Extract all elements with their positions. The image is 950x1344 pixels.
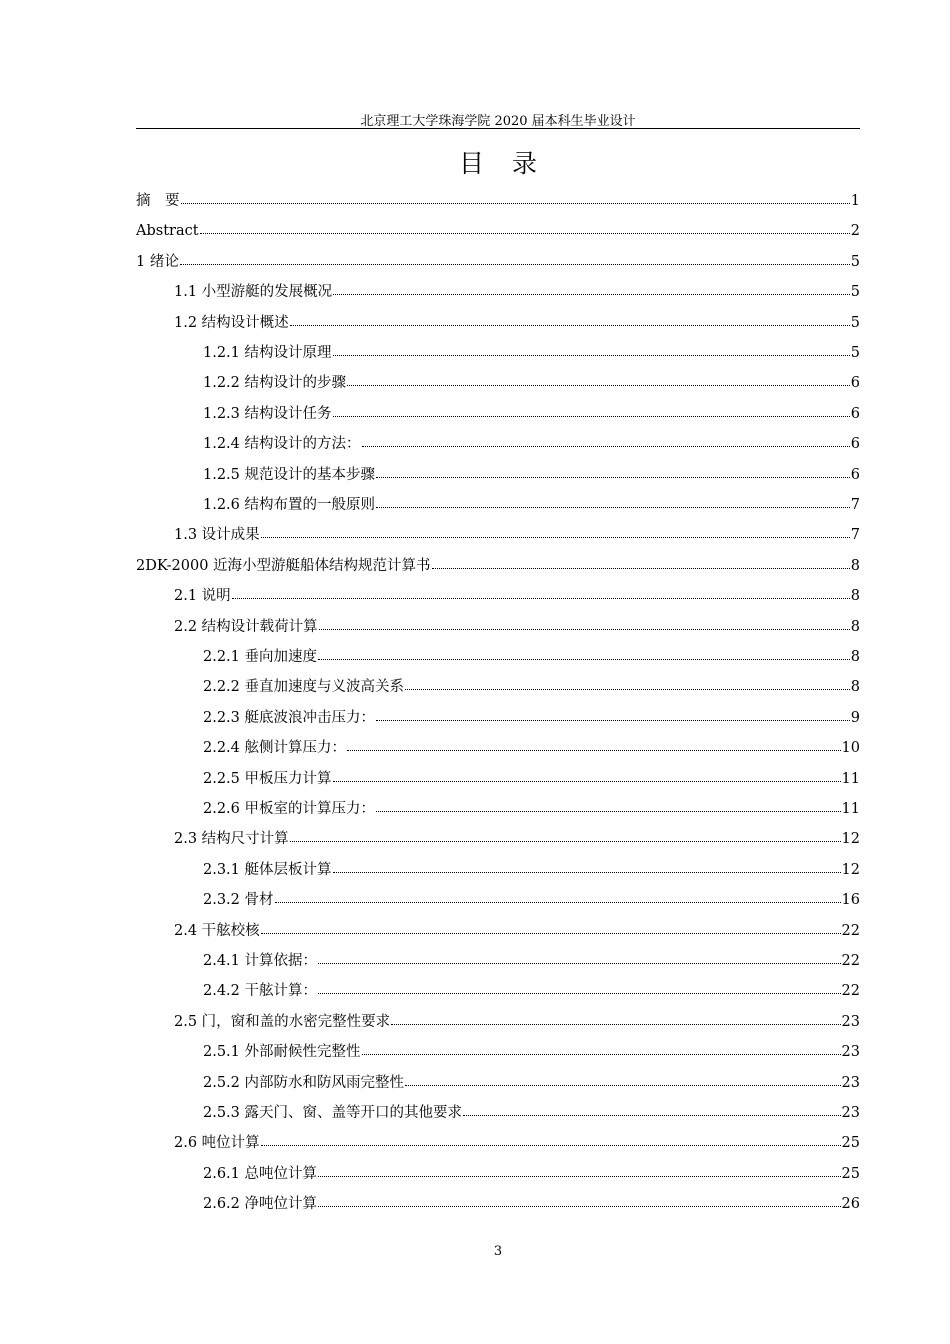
dot-leader bbox=[405, 688, 850, 690]
dot-leader bbox=[391, 1023, 840, 1025]
toc-entry-page: 8 bbox=[850, 618, 860, 635]
toc-entry-page: 23 bbox=[841, 1105, 860, 1121]
toc-entry-title: 1.2.5 规范设计的基本步骤 bbox=[203, 466, 376, 483]
toc-entry[interactable] bbox=[136, 494, 860, 516]
toc-entry-title: 1.3 设计成果 bbox=[174, 527, 260, 544]
toc-entry[interactable] bbox=[136, 768, 860, 790]
toc-entry-title: 1 绪论 bbox=[136, 253, 179, 270]
toc-entry[interactable] bbox=[136, 737, 860, 759]
toc-entry[interactable] bbox=[136, 372, 860, 394]
toc-entry-page: 12 bbox=[841, 831, 860, 848]
toc-entry-page: 23 bbox=[841, 1074, 860, 1091]
toc-entry[interactable] bbox=[136, 464, 860, 486]
dot-leader bbox=[261, 536, 850, 538]
dot-leader bbox=[318, 1175, 841, 1177]
toc-entry[interactable] bbox=[136, 555, 860, 577]
dot-leader bbox=[275, 901, 841, 903]
toc-entry-title: 2.2.2 垂直加速度与义波高关系 bbox=[203, 679, 405, 696]
dot-leader bbox=[200, 232, 850, 234]
dot-leader bbox=[261, 1144, 841, 1146]
toc-entry[interactable] bbox=[136, 859, 860, 881]
dot-leader bbox=[362, 1053, 841, 1055]
toc-entry-page: 25 bbox=[841, 1165, 860, 1182]
toc-entry[interactable] bbox=[136, 1072, 860, 1094]
header-rule bbox=[136, 128, 860, 129]
toc-entry-page: 8 bbox=[850, 649, 860, 665]
toc-entry-title: 2.2 结构设计载荷计算 bbox=[174, 618, 318, 635]
toc-entry-title: 1.2 结构设计概述 bbox=[174, 314, 289, 331]
toc-entry-title: 2.2.6 甲板室的计算压力： bbox=[203, 801, 376, 817]
toc-entry[interactable] bbox=[136, 251, 860, 273]
toc-entry-page: 11 bbox=[841, 801, 860, 817]
toc-entry[interactable] bbox=[136, 798, 860, 820]
toc-entry-title: 2.4 干舷校核 bbox=[174, 922, 260, 939]
toc-entry-page: 6 bbox=[850, 405, 860, 422]
toc-entry-page: 6 bbox=[850, 466, 860, 483]
toc-entry-page: 2 bbox=[850, 223, 860, 240]
toc-entry[interactable] bbox=[136, 889, 860, 911]
dot-leader bbox=[463, 1114, 841, 1116]
toc-entry[interactable] bbox=[136, 524, 860, 546]
dot-leader bbox=[261, 932, 841, 934]
toc-entry[interactable] bbox=[136, 980, 860, 1002]
toc-entry-title: 2.2.3 艇底波浪冲击压力： bbox=[203, 709, 376, 726]
toc-entry-title: 2.3.1 艇体层板计算 bbox=[203, 861, 332, 878]
toc-entry-title: 1.2.3 结构设计任务 bbox=[203, 405, 332, 422]
toc-entry-page: 8 bbox=[850, 588, 860, 605]
toc-entry-title: 2.2.5 甲板压力计算 bbox=[203, 770, 332, 787]
dot-leader bbox=[333, 871, 841, 873]
toc-entry-page: 1 bbox=[850, 193, 860, 209]
toc-entry-page: 26 bbox=[841, 1196, 860, 1213]
toc-entry-page: 9 bbox=[850, 709, 860, 726]
toc-entry[interactable] bbox=[136, 920, 860, 942]
toc-entry-title: 2.6.1 总吨位计算 bbox=[203, 1165, 318, 1182]
toc-entry[interactable] bbox=[136, 828, 860, 850]
dot-leader bbox=[290, 324, 850, 326]
toc-entry[interactable] bbox=[136, 342, 860, 364]
toc-entry-title: 摘 要 bbox=[136, 193, 180, 209]
running-header: 北京理工大学珠海学院 2020 届本科生毕业设计 bbox=[360, 114, 636, 129]
toc-entry-page: 22 bbox=[841, 922, 860, 939]
toc-entry-page: 25 bbox=[841, 1135, 860, 1152]
toc-entry[interactable] bbox=[136, 1132, 860, 1154]
dot-leader bbox=[318, 658, 850, 660]
dot-leader bbox=[319, 628, 850, 630]
toc-entry[interactable] bbox=[136, 220, 860, 242]
toc-entry-page: 8 bbox=[850, 679, 860, 696]
toc-entry-page: 7 bbox=[850, 527, 860, 544]
toc-entry-title: 2.1 说明 bbox=[174, 588, 231, 605]
toc-entry-title: 1.2.1 结构设计原理 bbox=[203, 345, 332, 361]
dot-leader bbox=[181, 202, 850, 204]
toc-entry-title: 2.3.2 骨材 bbox=[203, 892, 274, 909]
toc-entry-page: 23 bbox=[841, 1013, 860, 1030]
toc-entry[interactable] bbox=[136, 1011, 860, 1033]
toc-entry-title: 1.1 小型游艇的发展概况 bbox=[174, 284, 333, 301]
dot-leader bbox=[333, 780, 841, 782]
toc-entry-title: 1.2.6 结构布置的一般原则 bbox=[203, 497, 376, 513]
dot-leader bbox=[362, 445, 850, 447]
toc-entry-page: 8 bbox=[850, 557, 860, 574]
toc-entry-page: 5 bbox=[850, 314, 860, 331]
toc-entry-title: 2.5.2 内部防水和防风雨完整性 bbox=[203, 1074, 405, 1091]
toc-entry[interactable] bbox=[136, 403, 860, 425]
toc-entry-page: 6 bbox=[850, 436, 860, 453]
toc-entry-page: 5 bbox=[850, 253, 860, 270]
toc-entry-page: 23 bbox=[841, 1044, 860, 1061]
dot-leader bbox=[318, 962, 841, 964]
toc-entry[interactable] bbox=[136, 616, 860, 638]
toc-entry-title: 2.3 结构尺寸计算 bbox=[174, 831, 289, 848]
toc-entry-title: 1.2.2 结构设计的步骤 bbox=[203, 375, 347, 392]
toc-entry[interactable] bbox=[136, 585, 860, 607]
toc-entry-title: 2DK-2000 近海小型游艇船体结构规范计算书 bbox=[136, 557, 431, 574]
dot-leader bbox=[376, 506, 850, 508]
toc-entry[interactable] bbox=[136, 676, 860, 698]
toc-entry-page: 12 bbox=[841, 861, 860, 878]
dot-leader bbox=[333, 354, 850, 356]
toc-entry-title: 2.6.2 净吨位计算 bbox=[203, 1196, 318, 1213]
toc-entry-title: 2.6 吨位计算 bbox=[174, 1135, 260, 1152]
toc-entry[interactable] bbox=[136, 312, 860, 334]
toc-entry-page: 7 bbox=[850, 497, 860, 513]
dot-leader bbox=[376, 476, 850, 478]
dot-leader bbox=[347, 384, 850, 386]
toc-entry[interactable] bbox=[136, 433, 860, 455]
toc-entry-page: 22 bbox=[841, 953, 860, 969]
toc-entry-title: 2.5.1 外部耐候性完整性 bbox=[203, 1044, 361, 1061]
toc-entry-page: 22 bbox=[841, 983, 860, 1000]
dot-leader bbox=[333, 293, 850, 295]
dot-leader bbox=[232, 597, 850, 599]
toc-entry-page: 5 bbox=[850, 284, 860, 301]
toc-entry-page: 16 bbox=[841, 892, 860, 909]
dot-leader bbox=[318, 992, 841, 994]
toc-entry[interactable] bbox=[136, 707, 860, 729]
page-number: 3 bbox=[493, 1244, 503, 1259]
toc-entry[interactable] bbox=[136, 1102, 860, 1124]
dot-leader bbox=[376, 810, 841, 812]
toc-entry[interactable] bbox=[136, 281, 860, 303]
dot-leader bbox=[376, 719, 850, 721]
toc-entry[interactable] bbox=[136, 1041, 860, 1063]
dot-leader bbox=[180, 263, 850, 265]
toc-entry-title: 2.4.2 干舷计算： bbox=[203, 983, 318, 1000]
toc-entry-title: 2.2.4 舷侧计算压力： bbox=[203, 740, 347, 757]
toc-entry-title: 2.5.3 露天门、窗、盖等开口的其他要求 bbox=[203, 1105, 463, 1121]
toc-entry[interactable] bbox=[136, 1163, 860, 1185]
dot-leader bbox=[318, 1205, 841, 1207]
toc-entry-page: 6 bbox=[850, 375, 860, 392]
toc-entry[interactable] bbox=[136, 950, 860, 972]
toc-entry-title: 2.2.1 垂向加速度 bbox=[203, 649, 318, 665]
toc-entry-page: 5 bbox=[850, 345, 860, 361]
toc-entry[interactable] bbox=[136, 646, 860, 668]
toc-entry-title: 1.2.4 结构设计的方法： bbox=[203, 436, 361, 453]
dot-leader bbox=[333, 415, 850, 417]
toc-entry-title: 2.5 门，窗和盖的水密完整性要求 bbox=[174, 1013, 391, 1030]
dot-leader bbox=[405, 1084, 841, 1086]
dot-leader bbox=[432, 567, 850, 569]
toc-entry-page: 11 bbox=[841, 770, 860, 787]
toc-title: 目 录 bbox=[459, 149, 547, 178]
toc-entry-page: 10 bbox=[841, 740, 860, 757]
toc-entry[interactable] bbox=[136, 190, 860, 212]
toc-entry[interactable] bbox=[136, 1193, 860, 1215]
dot-leader bbox=[347, 749, 841, 751]
toc-entry-title: 2.4.1 计算依据： bbox=[203, 953, 318, 969]
dot-leader bbox=[290, 840, 841, 842]
toc-entry-title: Abstract bbox=[136, 223, 199, 240]
